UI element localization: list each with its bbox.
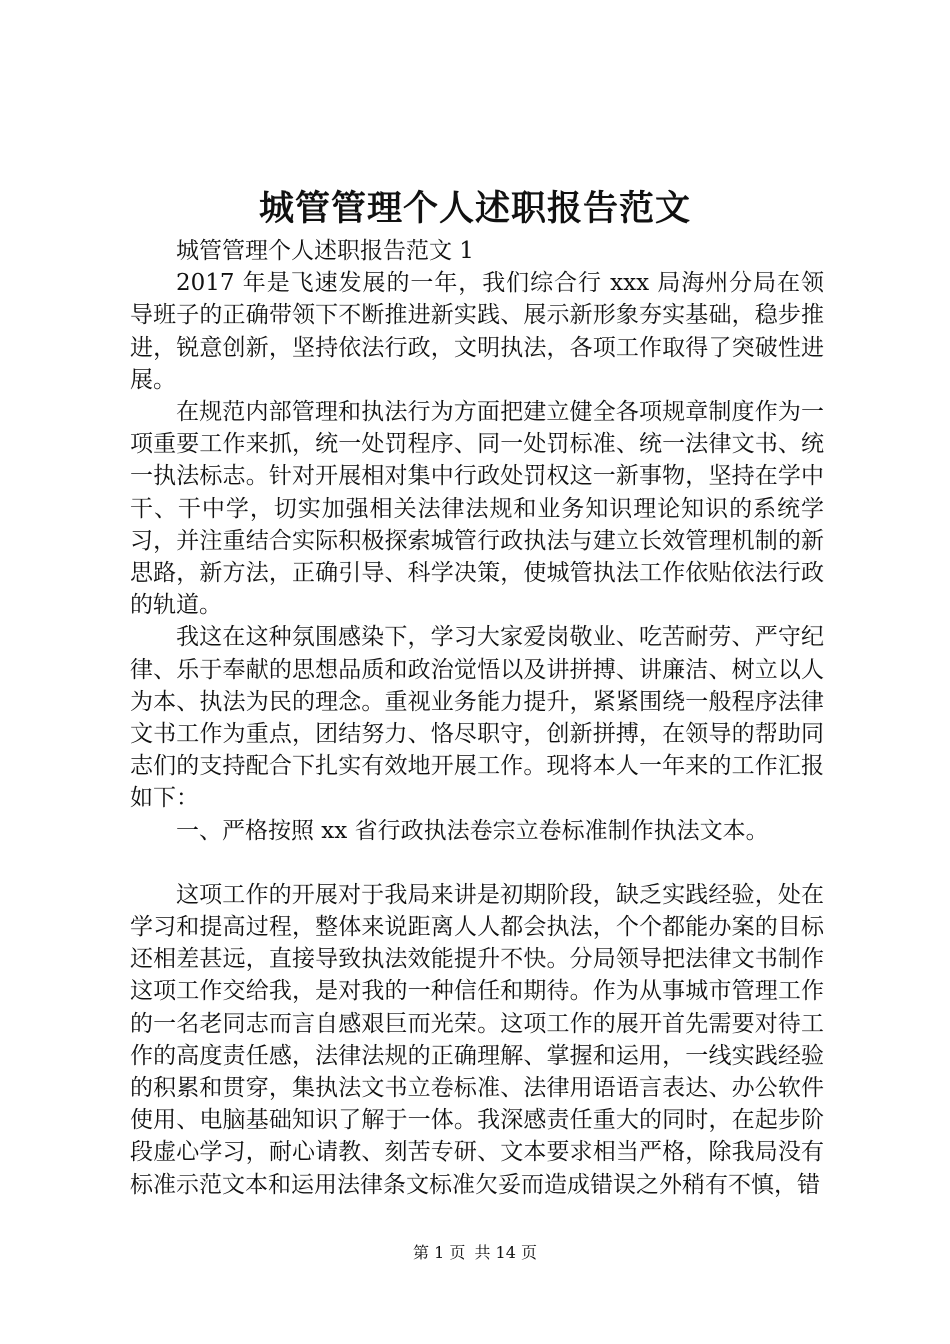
page-number: 第 1 页 — [413, 1243, 466, 1262]
paragraph-intro: 2017 年是飞速发展的一年，我们综合行 xxx 局海州分局在领导班子的正确带领下不断推进新实践、展示新形象夯实基础，稳步推进，锐意创新，坚持依法行政，文明执法，各项工作取得了突破性进展。 — [130, 270, 824, 393]
document-title: 城管管理个人述职报告范文 — [258, 188, 691, 229]
document-body — [130, 235, 824, 1201]
paragraph-management: 在规范内部管理和执法行为方面把建立健全各项规章制度作为一项重要工作来抓，统一处罚程序、同一处罚标准、统一法律文书、统一执法标志。针对开展相对集中行政处罚权这一新事物，坚持在学中干、干中学，切实加强相关法律法规和业务知识理论知识的系统学习，并注重结合实际积极探索城管行政执法与建立长效管理机制的新思路，新方法，正确引导、科学决策，使城管执法工作依贴依法行政的轨道。 — [130, 399, 824, 619]
paragraph-atmosphere: 我这在这种氛围感染下，学习大家爱岗敬业、吃苦耐劳、严守纪律、乐于奉献的思想品质和政治觉悟以及讲拼搏、讲廉洁、树立以人为本、执法为民的理念。重视业务能力提升，紧紧围绕一般程序法律文书工作为重点，团结努力、恪尽职守，创新拼搏，在领导的帮助同志们的支持配合下扎实有效地开展工作。现将本人一年来的工作汇报如下： — [130, 624, 824, 812]
paragraph-subtitle: 城管管理个人述职报告范文 1 — [176, 238, 474, 264]
paragraph-work-detail: 这项工作的开展对于我局来讲是初期阶段，缺乏实践经验，处在学习和提高过程，整体来说距离人人都会执法，个个都能办案的目标还相差甚远，直接导致执法效能提升不快。分局领导把法律文书制作这项工作交给我，是对我的一种信任和期待。作为从事城市管理工作的一名老同志而言自感艰巨而光荣。这项工作的展开首先需要对待工作的高度责任感，法律法规的正确理解、掌握和运用，一线实践经验的积累和贯穿，集执法文书立卷标准、法律用语语言表达、办公软件使用、电脑基础知识了解于一体。我深感责任重大的同时，在起步阶段虚心学习，耐心请教、刻苦专研、文本要求相当严格，除我局没有标准示范文本和运用法律条文标准欠妥而造成错误之外稍有不慎，错 — [130, 881, 824, 1198]
section-heading-1: 一、严格按照 xx 省行政执法卷宗立卷标准制作执法文本。 — [176, 817, 769, 844]
page-total: 共 14 页 — [474, 1243, 537, 1262]
page-footer — [0, 1242, 950, 1264]
